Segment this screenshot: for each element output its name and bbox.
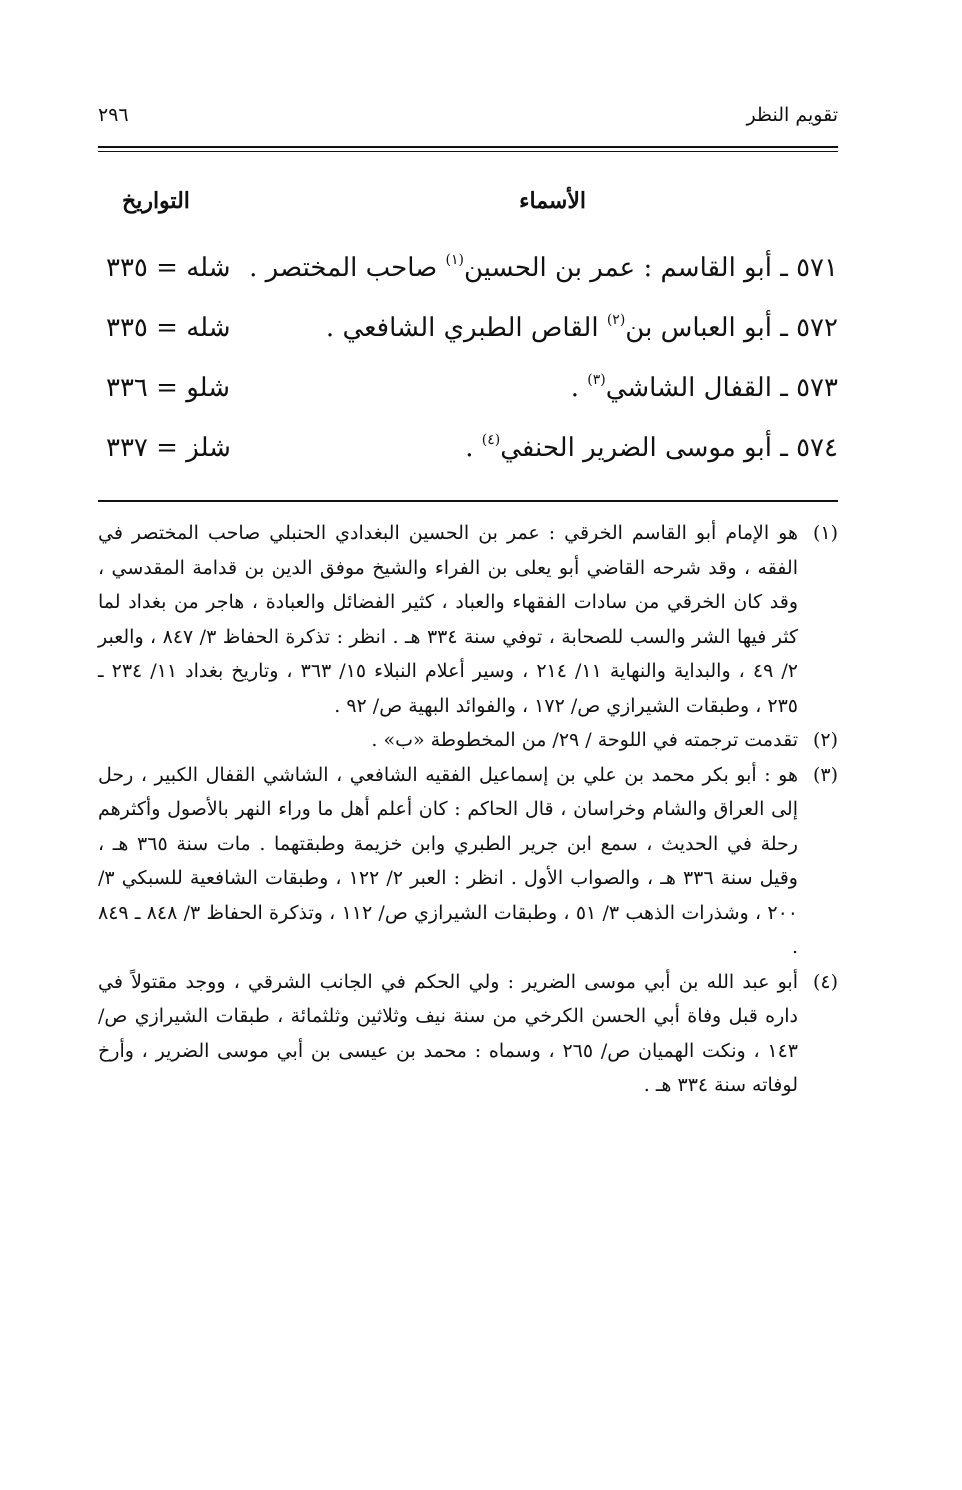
entry-571: [98, 238, 838, 298]
footnote-text: هو : أبو بكر محمد بن علي بن إسماعيل الفقيه الشافعي ، الشاشي القفال الكبير ، رحل إلى العراق والشام وخراسان ، قال الحاكم : كان أعلم أهل ما وراء النهر بالأصول وأكثرهم رحلة في الحديث ، سمع ابن جرير الطبري وابن خزيمة وطبقتهما . مات سنة ٣٦٥ هـ ، وقيل سنة ٣٣٦ هـ ، والصواب الأول . انظر : العبر ٢/ ١٢٢ ، وطبقات الشافعية للسبكي ٣/ ٢٠٠ ، وشذرات الذهب ٣/ ٥١ ، وطبقات الشيرازي ص/ ١١٢ ، وتذكرة الحفاظ ٣/ ٨٤٨ ـ ٨٤٩ .: [98, 763, 798, 958]
entry-date: شله = ٣٣٥: [106, 253, 231, 283]
footnote-ref: (٤): [481, 432, 501, 448]
entry-date: شلو = ٣٣٦: [106, 373, 231, 403]
footnote-text: تقدمت ترجمته في اللوحة / ٢٩/ من المخطوطة «ب» .: [371, 729, 798, 751]
footnote-3: [98, 758, 838, 965]
footnote-1: [98, 516, 838, 723]
running-header: [98, 104, 838, 144]
footnote-number: (٢): [812, 729, 838, 751]
entry-name: ٥٧١ ـ أبو القاسم : عمر بن الحسين$^{(١)}$ صاحب المختصر .: [249, 252, 838, 283]
footnote-ref: (١): [445, 252, 464, 268]
footnote-text: هو الإمام أبو القاسم الخرقي : عمر بن الحسين البغدادي الحنبلي صاحب المختصر في الفقه ، وقد شرحه القاضي أبو يعلى بن الفراء والشيخ موفق الدين بن قدامة المقدسي ، وقد كان الخرقي من سادات الفقهاء والعباد ، كثير الفضائل والعبادة ، هاجر من بغداد لما كثر فيها الشر والسب للصحابة ، توفي سنة ٣٣٤ هـ . انظر : تذكرة الحفاظ ٣/ ٨٤٧ ، والعبر ٢/ ٤٩ ، والبداية والنهاية ١١/ ٢١٤ ، وسير أعلام النبلاء ١٥/ ٣٦٣ ، وتاريخ بغداد ١١/ ٢٣٤ ـ ٢٣٥ ، وطبقات الشيرازي ص/ ١٧٢ ، والفوائد البهية ص/ ٩٢ .: [98, 522, 798, 717]
footnote-number: (١): [812, 522, 838, 544]
entries-list: [98, 238, 838, 478]
footnote-ref: (٣): [587, 372, 606, 388]
page-number: ٢٩٦: [98, 104, 129, 126]
entry-573: [98, 358, 838, 418]
footnotes: [98, 516, 838, 1103]
entry-name: ٥٧٢ ـ أبو العباس بن$^{(٢)}$ القاص الطبري الشافعي .: [325, 312, 838, 343]
footnote-2: [98, 723, 838, 758]
entry-572: [98, 298, 838, 358]
entry-date: شلز = ٣٣٧: [106, 433, 231, 463]
footnote-number: (٤): [812, 970, 838, 993]
dates-column-header: التواريخ: [122, 188, 190, 214]
column-headers: [98, 188, 838, 228]
entry-name: ٥٧٣ ـ القفال الشاشي$^{(٣)}$ .: [570, 372, 838, 403]
footnote-separator: [98, 500, 838, 502]
names-column-header: الأسماء: [519, 188, 586, 214]
entry-574: [98, 418, 838, 478]
book-page: [98, 104, 838, 1103]
entry-date: شله = ٣٣٥: [106, 313, 231, 343]
footnote-4: [98, 965, 838, 1103]
header-rule: [98, 146, 838, 152]
footnote-number: (٣): [812, 763, 838, 786]
footnote-text: أبو عبد الله بن أبي موسى الضرير : ولي الحكم في الجانب الشرقي ، ووجد مقتولاً في داره قبل وفاة أبي الحسن الكرخي من سنة نيف وثلاثين وثلثمائة ، طبقات الشيرازي ص/ ١٤٣ ، ونكت الهميان ص/ ٢٦٥ ، وسماه : محمد بن عيسى بن أبي موسى الضرير ، وأرخ لوفاته سنة ٣٣٤ هـ .: [98, 970, 798, 1096]
entry-name: ٥٧٤ ـ أبو موسى الضرير الحنفي$^{(٤)}$ .: [465, 432, 838, 463]
book-title: تقويم النظر: [746, 104, 838, 126]
footnote-ref: (٢): [606, 312, 626, 328]
